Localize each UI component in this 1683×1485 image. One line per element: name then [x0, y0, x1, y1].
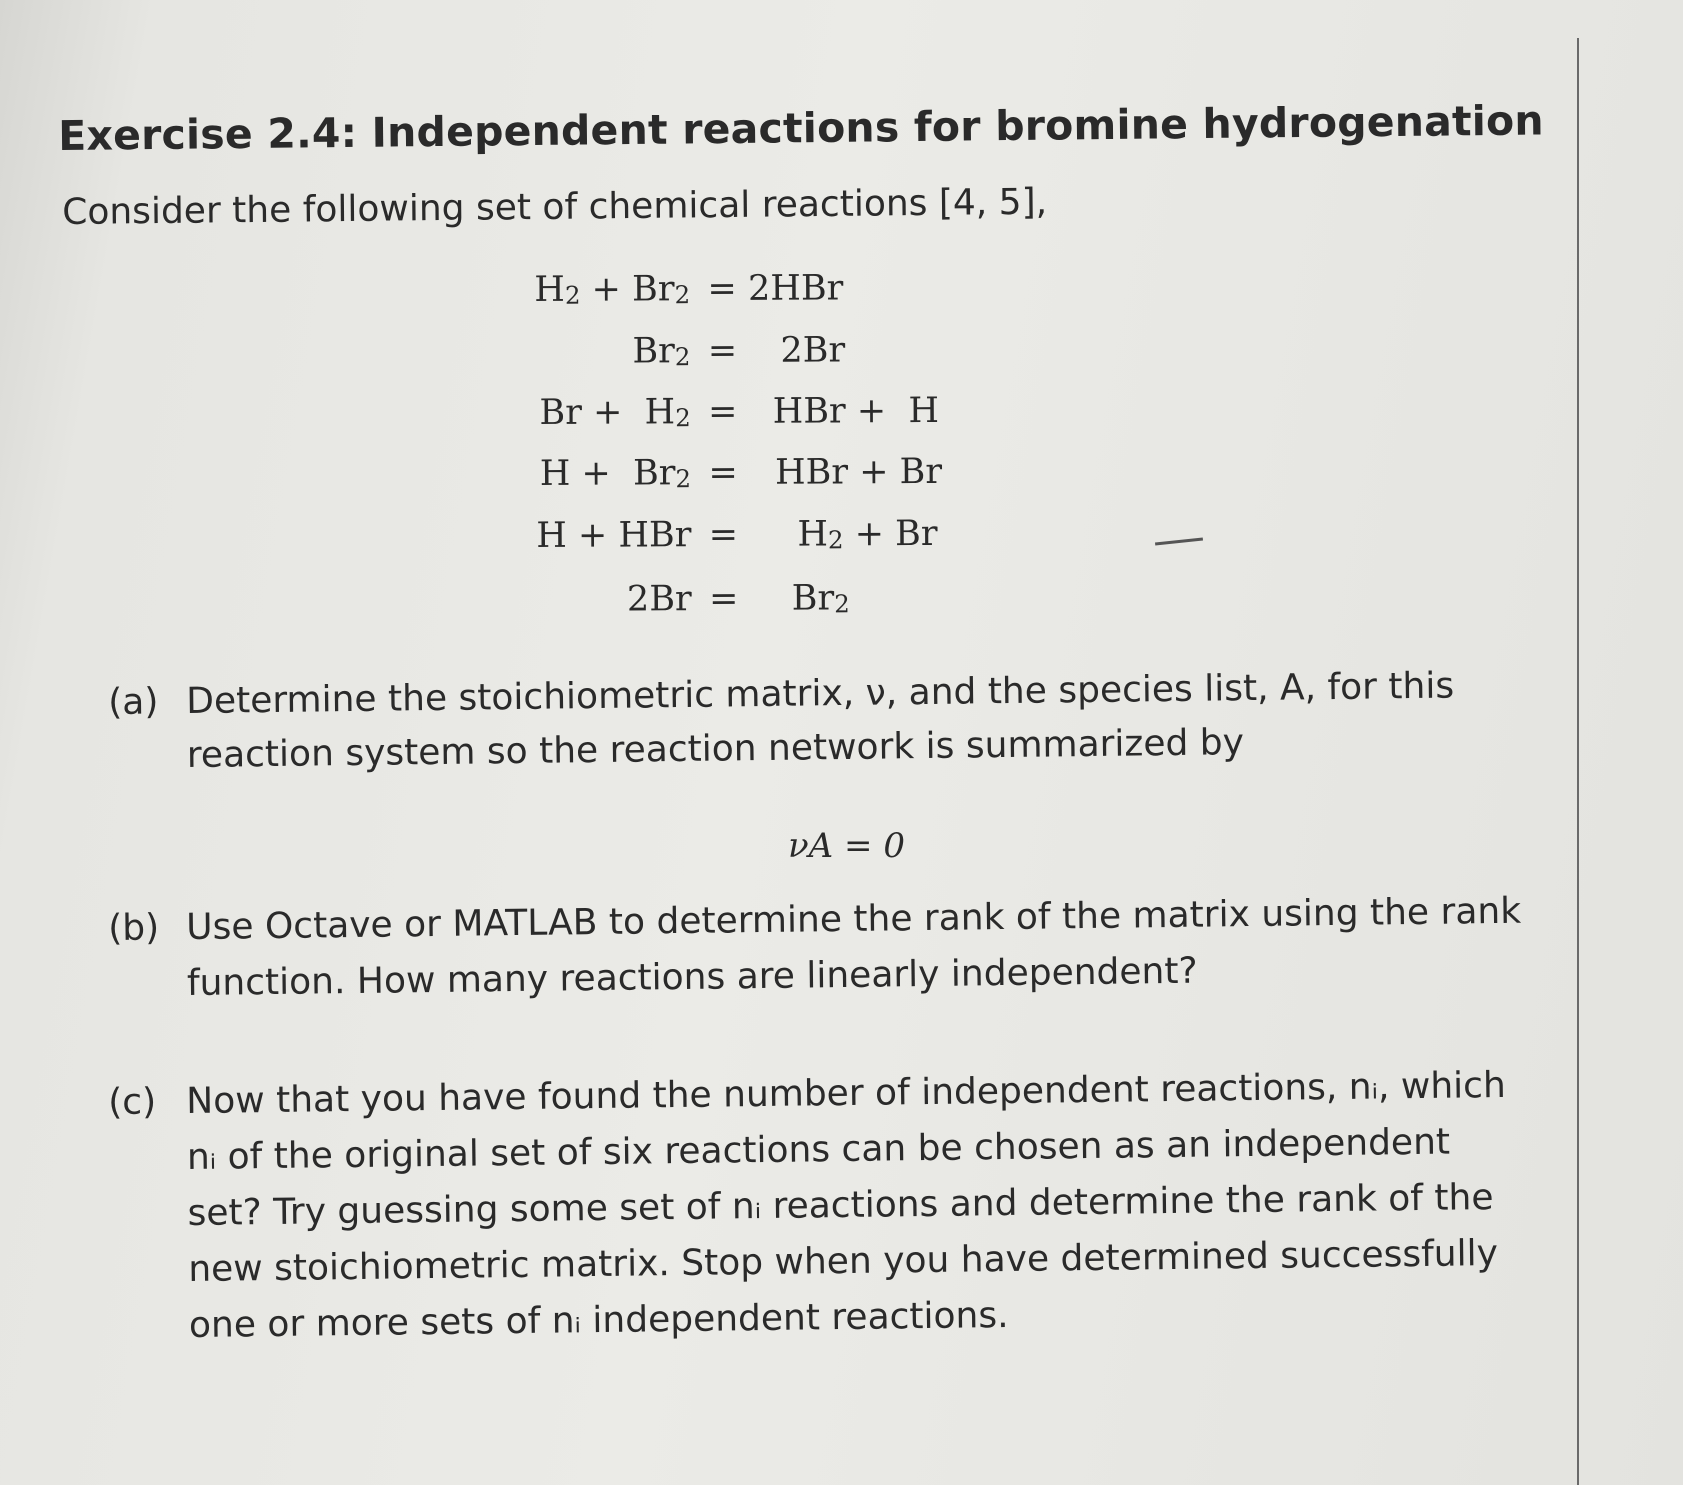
reaction-rhs: $H_2 + Br$ [797, 513, 938, 555]
reaction-lhs: $Br_2$ [632, 331, 691, 372]
part-a-label: (a) [108, 681, 159, 723]
reaction-lhs: $H + Br_2$ [539, 453, 692, 495]
pen-mark [1155, 537, 1203, 545]
part-a-line-1: Determine the stoichiometric matrix, ν, and the species list, A, for this [185, 665, 1455, 723]
reaction-lhs: $H_2 + Br_2$ [534, 269, 691, 311]
part-b-label: (b) [108, 907, 160, 949]
reaction-equals: = [707, 330, 738, 372]
part-c-label: (c) [108, 1081, 157, 1123]
exercise-title: Exercise 2.4: Independent reactions for bromine hydrogenation [58, 96, 1545, 160]
part-c-line-5: one or more sets of nᵢ independent reactions. [188, 1295, 1009, 1347]
reaction-rhs: $Br_2$ [791, 578, 850, 619]
part-c-line-4: new stoichiometric matrix. Stop when you have determined successfully [188, 1233, 1499, 1291]
reaction-rhs: 2HBr [747, 268, 844, 309]
reaction-rhs: HBr + H [772, 390, 940, 432]
part-a-line-2: reaction system so the reaction network is summarized by [186, 722, 1245, 777]
intro-text: Consider the following set of chemical reactions [4, 5], [62, 181, 1048, 233]
reaction-equals: = [708, 514, 739, 556]
part-b-line-2: function. How many reactions are linearly independent? [186, 950, 1198, 1005]
reaction-equals: = [708, 578, 739, 620]
reaction-equals: = [708, 452, 738, 494]
reaction-lhs: $Br + H_2$ [539, 392, 691, 434]
reaction-equals: = [707, 391, 738, 433]
matrix-equation: νA = 0 [788, 826, 905, 866]
part-b-line-1: Use Octave or MATLAB to determine the rank of the matrix using the rank [185, 890, 1522, 949]
margin-rule [1577, 38, 1579, 1485]
reaction-lhs: H + HBr [536, 515, 692, 557]
part-c-line-1: Now that you have found the number of independent reactions, nᵢ, which [185, 1064, 1507, 1123]
part-c-line-2: nᵢ of the original set of six reactions can be chosen as an independent [186, 1121, 1451, 1179]
reaction-rhs: 2Br [780, 330, 846, 371]
reaction-lhs: 2Br [626, 579, 692, 620]
part-c-line-3: set? Try guessing some set of nᵢ reactions and determine the rank of the [187, 1177, 1494, 1235]
reaction-equals: = [707, 268, 737, 310]
reaction-rhs: HBr + Br [774, 451, 943, 493]
